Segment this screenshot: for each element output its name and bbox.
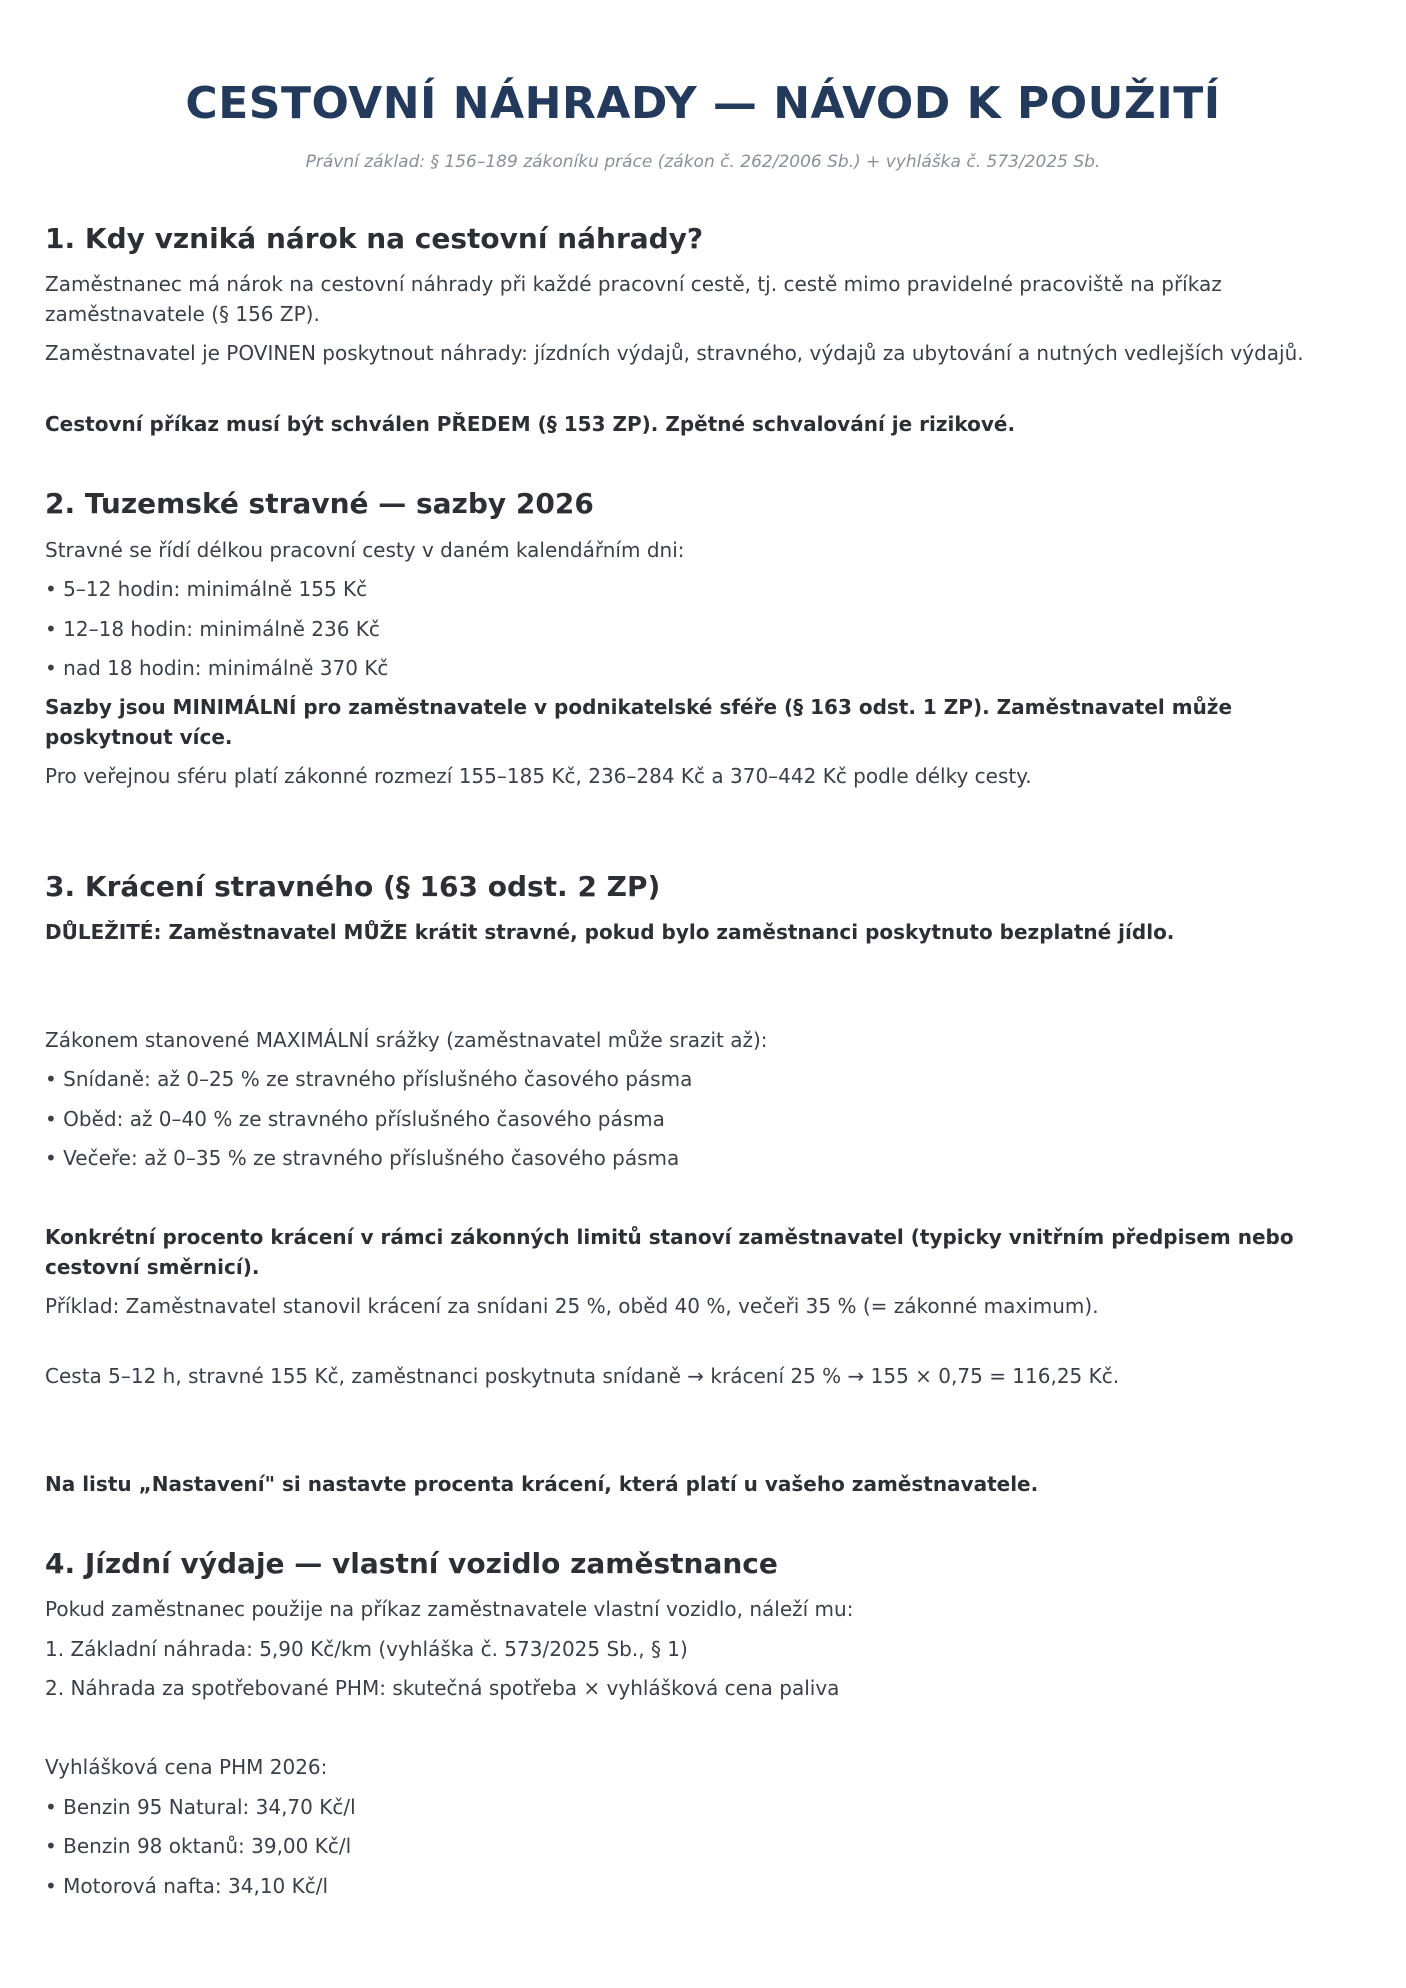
- section-3-settings-note: Na listu „Nastavení" si nastavte procenta krácení, která platí u vašeho zaměstnavatele.: [45, 1472, 1039, 1496]
- section-1-paragraph: Zaměstnavatel je POVINEN poskytnout náhrady: jízdních výdajů, stravného, výdajů za ubytování a nutných vedlejších výdajů.: [45, 341, 1304, 365]
- section-3-example: Cesta 5–12 h, stravné 155 Kč, zaměstnanci poskytnuta snídaně → krácení 25 % → 155 × 0,75 = 116,25 Kč.: [45, 1364, 1120, 1388]
- section-2-paragraph: Pro veřejnou sféru platí zákonné rozmezí 155–185 Kč, 236–284 Kč a 370–442 Kč podle délky cesty.: [45, 764, 1032, 788]
- section-2-paragraph: Stravné se řídí délkou pracovní cesty v daném kalendářním dni:: [45, 538, 685, 562]
- document-title: CESTOVNÍ NÁHRADY — NÁVOD K POUŽITÍ: [185, 78, 1221, 129]
- section-4-list-item: 2. Náhrada za spotřebované PHM: skutečná spotřeba × vyhlášková cena paliva: [45, 1676, 840, 1700]
- section-2-list-item: • 5–12 hodin: minimálně 155 Kč: [45, 577, 368, 601]
- section-2-list-item: • 12–18 hodin: minimálně 236 Kč: [45, 617, 380, 641]
- section-4-paragraph: Pokud zaměstnanec použije na příkaz zaměstnavatele vlastní vozidlo, náleží mu:: [45, 1597, 854, 1621]
- section-4-paragraph: Vyhlášková cena PHM 2026:: [45, 1755, 328, 1779]
- section-2-note: Sazby jsou MINIMÁLNÍ pro zaměstnavatele v podnikatelské sféře (§ 163 odst. 1 ZP). Zaměstnavatel může poskytnout více.: [45, 695, 1233, 749]
- section-3-important: DŮLEŽITÉ: Zaměstnavatel MŮŽE krátit stravné, pokud bylo zaměstnanci poskytnuto bezplatné jídlo.: [45, 920, 1175, 944]
- section-4-list-item: • Benzin 95 Natural: 34,70 Kč/l: [45, 1795, 356, 1819]
- section-2-list-item: • nad 18 hodin: minimálně 370 Kč: [45, 656, 389, 680]
- document-subtitle: Právní základ: § 156–189 zákoníku práce (zákon č. 262/2006 Sb.) + vyhláška č. 573/2025 Sb.: [305, 152, 1101, 172]
- section-2-heading: 2. Tuzemské stravné — sazby 2026: [45, 487, 594, 520]
- section-3-example: Příklad: Zaměstnavatel stanovil krácení za snídani 25 %, oběd 40 %, večeři 35 % (= zákonné maximum).: [45, 1294, 1099, 1318]
- section-1-heading: 1. Kdy vzniká nárok na cestovní náhrady?: [45, 222, 704, 255]
- section-3-heading: 3. Krácení stravného (§ 163 odst. 2 ZP): [45, 870, 661, 903]
- section-4-list-item: 1. Základní náhrada: 5,90 Kč/km (vyhláška č. 573/2025 Sb., § 1): [45, 1637, 688, 1661]
- section-3-list-item: • Snídaně: až 0–25 % ze stravného příslušného časového pásma: [45, 1067, 693, 1091]
- section-1-warning: Cestovní příkaz musí být schválen PŘEDEM (§ 153 ZP). Zpětné schvalování je rizikové.: [45, 412, 1016, 436]
- section-3-note: Konkrétní procento krácení v rámci zákonných limitů stanoví zaměstnavatel (typicky vnitřním předpisem nebo cestovní směrnicí).: [45, 1225, 1294, 1279]
- section-3-list-item: • Večeře: až 0–35 % ze stravného příslušného časového pásma: [45, 1146, 680, 1170]
- section-4-list-item: • Benzin 98 oktanů: 39,00 Kč/l: [45, 1834, 352, 1858]
- section-1-paragraph: Zaměstnanec má nárok na cestovní náhrady při každé pracovní cestě, tj. cestě mimo pravidelné pracoviště na příkaz zaměstnavatele (§ 156 ZP).: [45, 272, 1222, 326]
- section-3-list-item: • Oběd: až 0–40 % ze stravného příslušného časového pásma: [45, 1107, 665, 1131]
- section-3-paragraph: Zákonem stanovené MAXIMÁLNÍ srážky (zaměstnavatel může srazit až):: [45, 1028, 768, 1052]
- section-4-list-item: • Motorová nafta: 34,10 Kč/l: [45, 1874, 329, 1898]
- section-4-heading: 4. Jízdní výdaje — vlastní vozidlo zaměstnance: [45, 1547, 778, 1580]
